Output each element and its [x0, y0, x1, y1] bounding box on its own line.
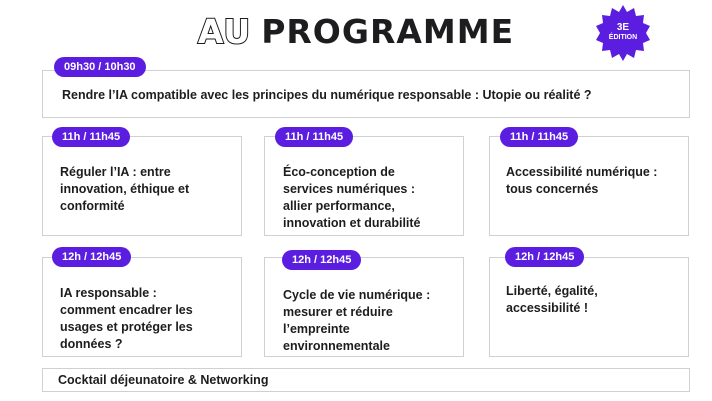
- badge-edition-number: 3E: [616, 22, 630, 33]
- session-title-line: Liberté, égalité,: [506, 284, 598, 298]
- session-title-line: Réguler l’IA : entre: [60, 165, 171, 179]
- title-au: AU: [197, 12, 252, 51]
- session-time-pill: 11h / 11h45: [275, 127, 353, 147]
- session-time-pill: 12h / 12h45: [505, 247, 584, 267]
- edition-badge: [594, 4, 652, 62]
- session-title-line: Éco-conception de: [283, 165, 395, 179]
- session-time-pill: 11h / 11h45: [500, 127, 578, 147]
- title-programme: PROGRAMME: [261, 12, 515, 51]
- session-title: [60, 285, 238, 353]
- session-time-pill: 12h / 12h45: [52, 247, 131, 267]
- session-title-line: environnementale: [283, 339, 390, 353]
- session-title-line: mesurer et réduire: [283, 305, 393, 319]
- session-title-line: allier performance,: [283, 199, 395, 213]
- session-title: [60, 164, 238, 215]
- session-title-line: tous concernés: [506, 182, 599, 196]
- session-title-line: services numériques :: [283, 182, 416, 196]
- session-title-line: comment encadrer les: [60, 303, 193, 317]
- session-title-line: données ?: [60, 337, 123, 351]
- session-title: [283, 164, 461, 232]
- session-title-line: innovation et durabilité: [283, 216, 421, 230]
- session-title-line: innovation, éthique et: [60, 182, 190, 196]
- session-title: [506, 164, 686, 198]
- session-title: [283, 287, 461, 355]
- session-title-line: usages et protéger les: [60, 320, 193, 334]
- badge-edition-label: ÉDITION: [608, 34, 638, 41]
- session-title-line: accessibilité !: [506, 301, 588, 315]
- session-title-line: Accessibilité numérique :: [506, 165, 658, 179]
- footer-text: Cocktail déjeunatoire & Networking: [58, 373, 269, 387]
- keynote-time-pill: 09h30 / 10h30: [54, 57, 146, 77]
- keynote-title: Rendre l’IA compatible avec les principes du numérique responsable : Utopie ou réalité ?: [62, 88, 592, 102]
- session-title-line: Cycle de vie numérique :: [283, 288, 431, 302]
- session-title-line: IA responsable :: [60, 286, 157, 300]
- badge-starburst: [594, 4, 652, 62]
- session-title-line: l’empreinte: [283, 322, 350, 336]
- session-time-pill: 11h / 11h45: [52, 127, 130, 147]
- session-title: [506, 283, 686, 317]
- session-time-pill: 12h / 12h45: [282, 250, 361, 270]
- session-title-line: conformité: [60, 199, 125, 213]
